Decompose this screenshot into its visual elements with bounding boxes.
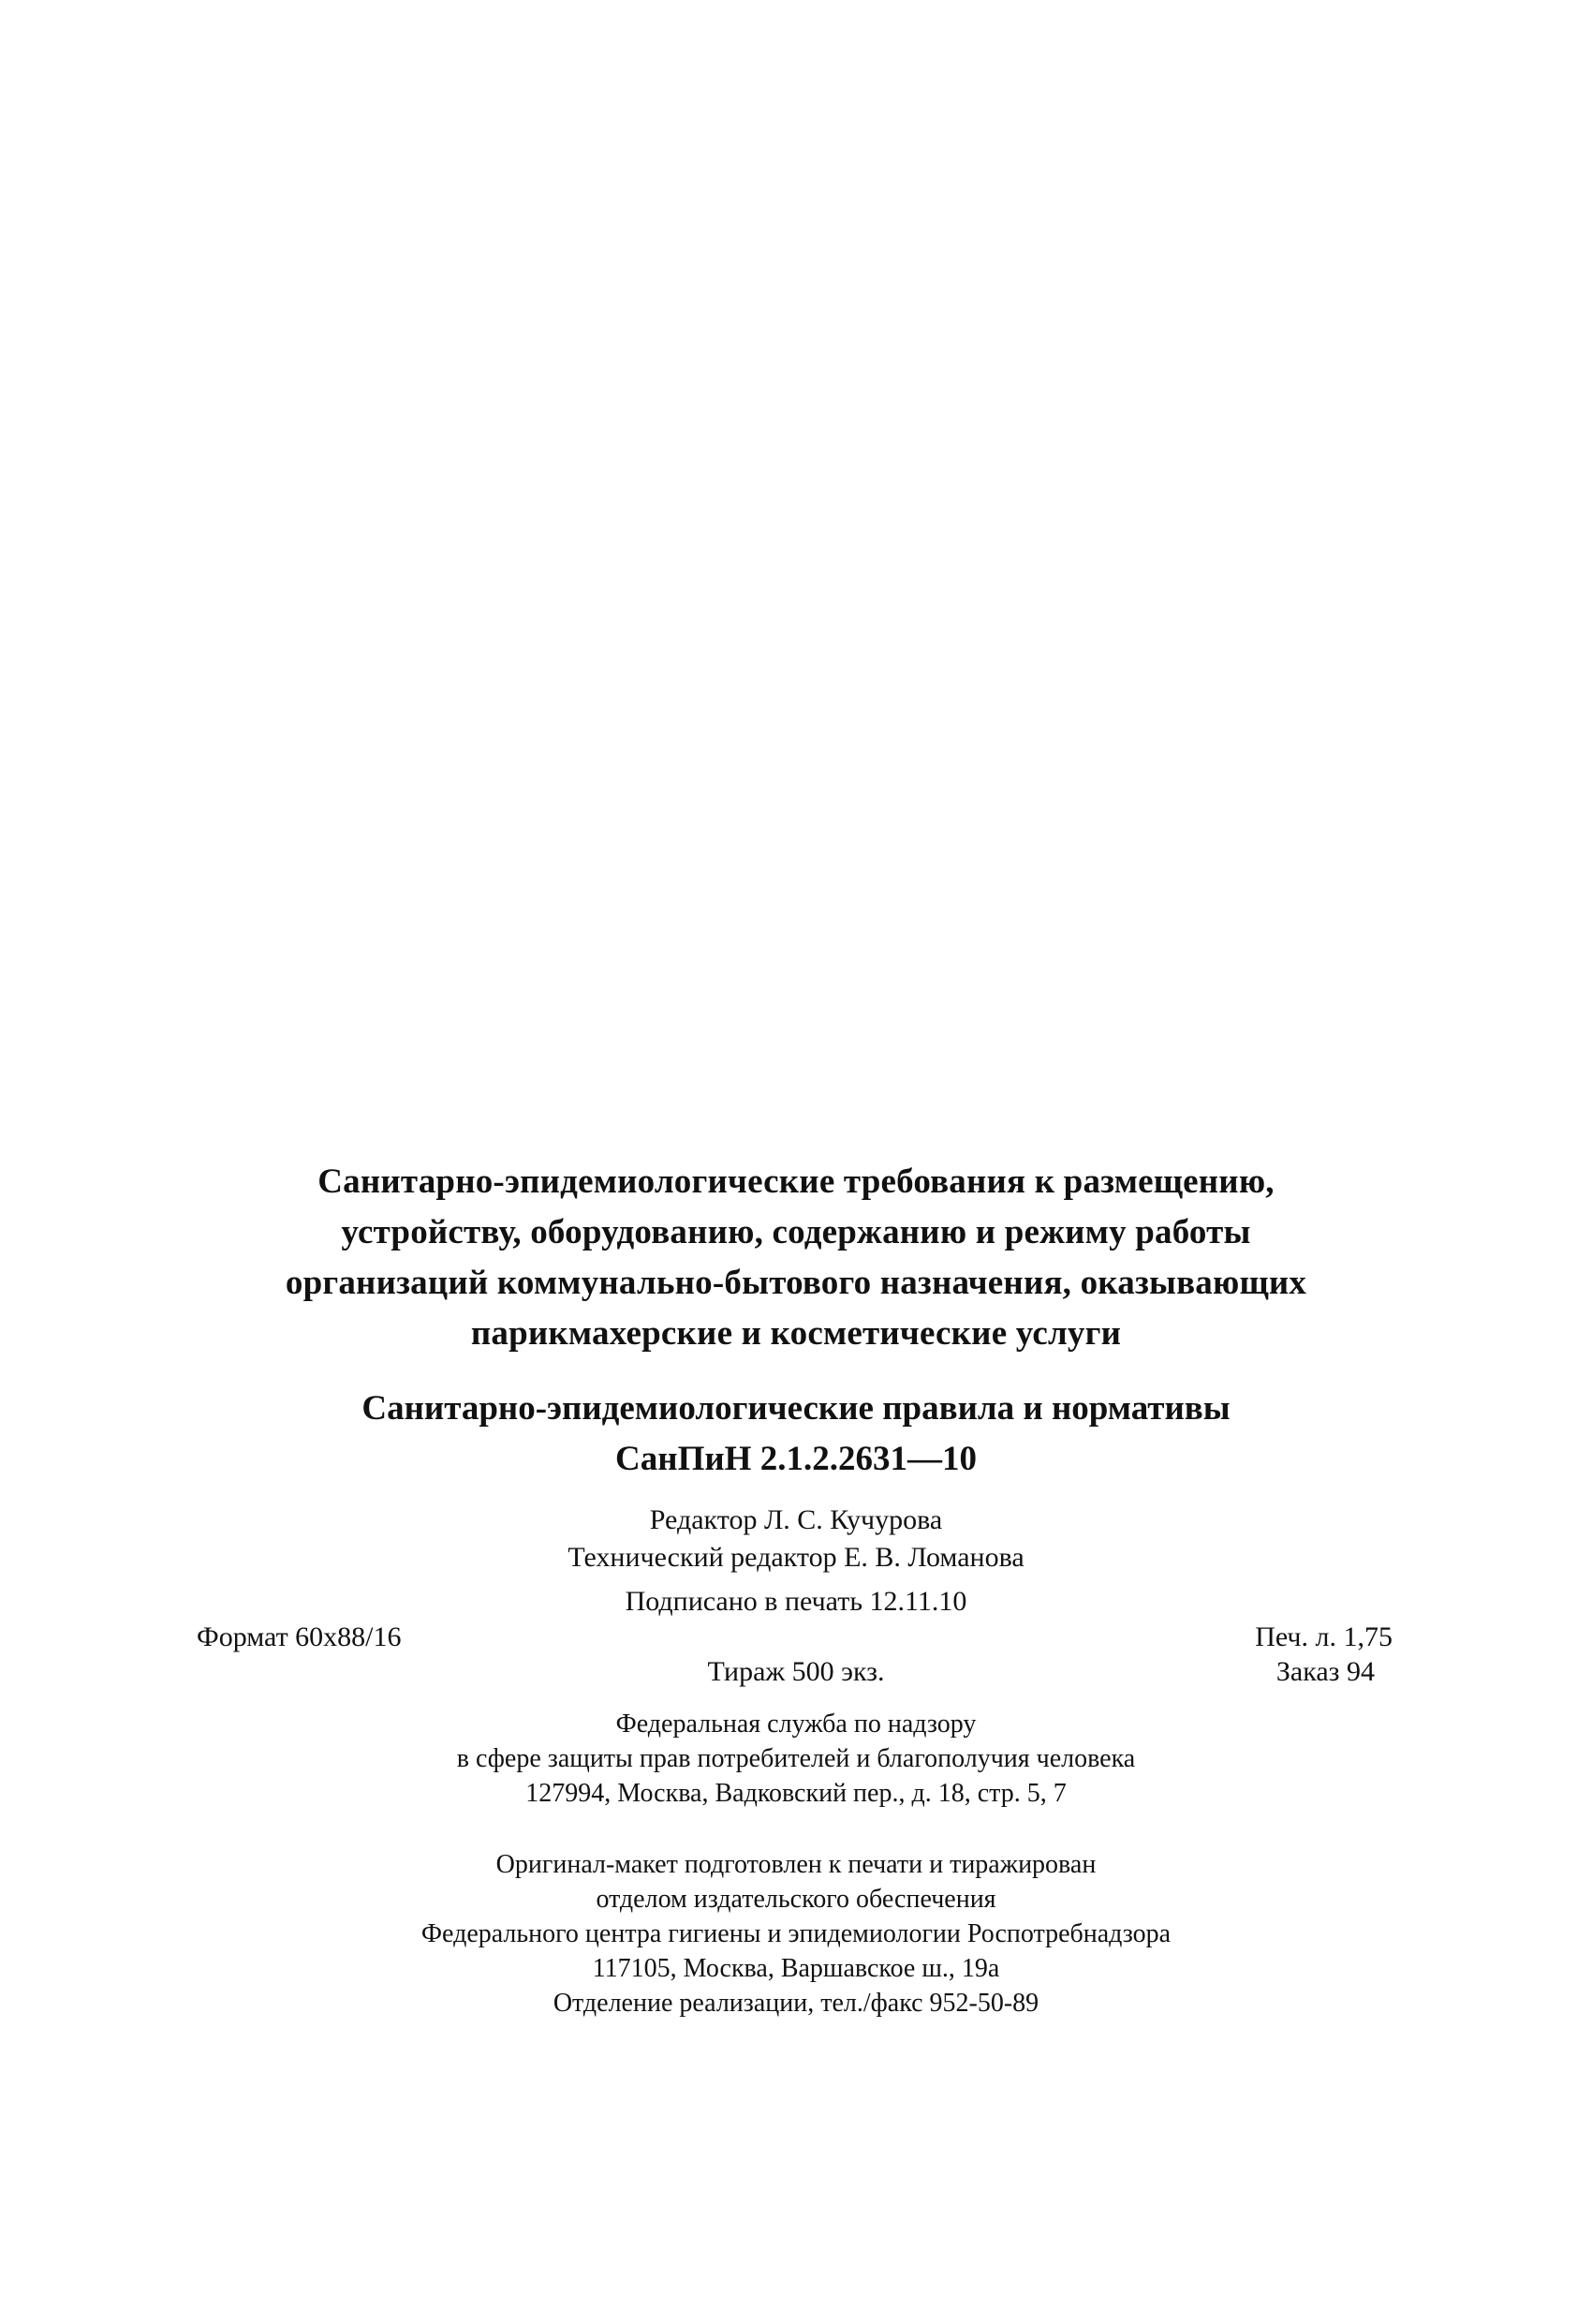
document-title — [0, 1157, 1592, 1359]
editor: Редактор Л. С. Кучурова — [649, 1504, 943, 1535]
order-number: Заказ 94 — [1275, 1656, 1375, 1687]
print-run: Тираж 500 экз. — [707, 1656, 885, 1687]
maker-line: отделом издательского обеспечения — [596, 1885, 996, 1914]
sales-contact: Отделение реализации, тел./факс 952-50-89 — [553, 1989, 1039, 2018]
sanpin-code: СанПиН 2.1.2.2631—10 — [615, 1440, 977, 1478]
title-line: организаций коммунально-бытового назначения, оказывающих — [285, 1264, 1307, 1302]
publisher-address: 127994, Москва, Вадковский пер., д. 18, стр. 5, 7 — [525, 1779, 1067, 1808]
publisher — [0, 1707, 1592, 1811]
rules-heading — [0, 1384, 1592, 1485]
paper-format: Формат 60x88/16 — [197, 1621, 402, 1652]
publisher-line: в сфере защиты прав потребителей и благополучия человека — [456, 1744, 1136, 1773]
rules-subtitle: Санитарно-эпидемиологические правила и нормативы — [361, 1389, 1231, 1428]
publisher-line: Федеральная служба по надзору — [615, 1710, 977, 1739]
editors — [0, 1502, 1592, 1576]
print-sheets: Печ. л. 1,75 — [1255, 1621, 1393, 1652]
title-line: парикмахерские и косметические услуги — [470, 1314, 1122, 1353]
imprint-details — [0, 1585, 1592, 1716]
signed-to-print: Подписано в печать 12.11.10 — [625, 1586, 967, 1617]
maker-address: 117105, Москва, Варшавское ш., 19а — [592, 1954, 1000, 1983]
maker-line: Федерального центра гигиены и эпидемиологии Роспотребнадзора — [420, 1919, 1172, 1948]
title-line: устройству, оборудованию, содержанию и режиму работы — [341, 1213, 1251, 1251]
technical-editor: Технический редактор Е. В. Ломанова — [568, 1542, 1024, 1573]
maker-line: Оригинал-макет подготовлен к печати и тиражирован — [495, 1850, 1097, 1879]
title-line: Санитарно-эпидемиологические требования к размещению, — [317, 1162, 1275, 1201]
layout-maker — [0, 1847, 1592, 2021]
